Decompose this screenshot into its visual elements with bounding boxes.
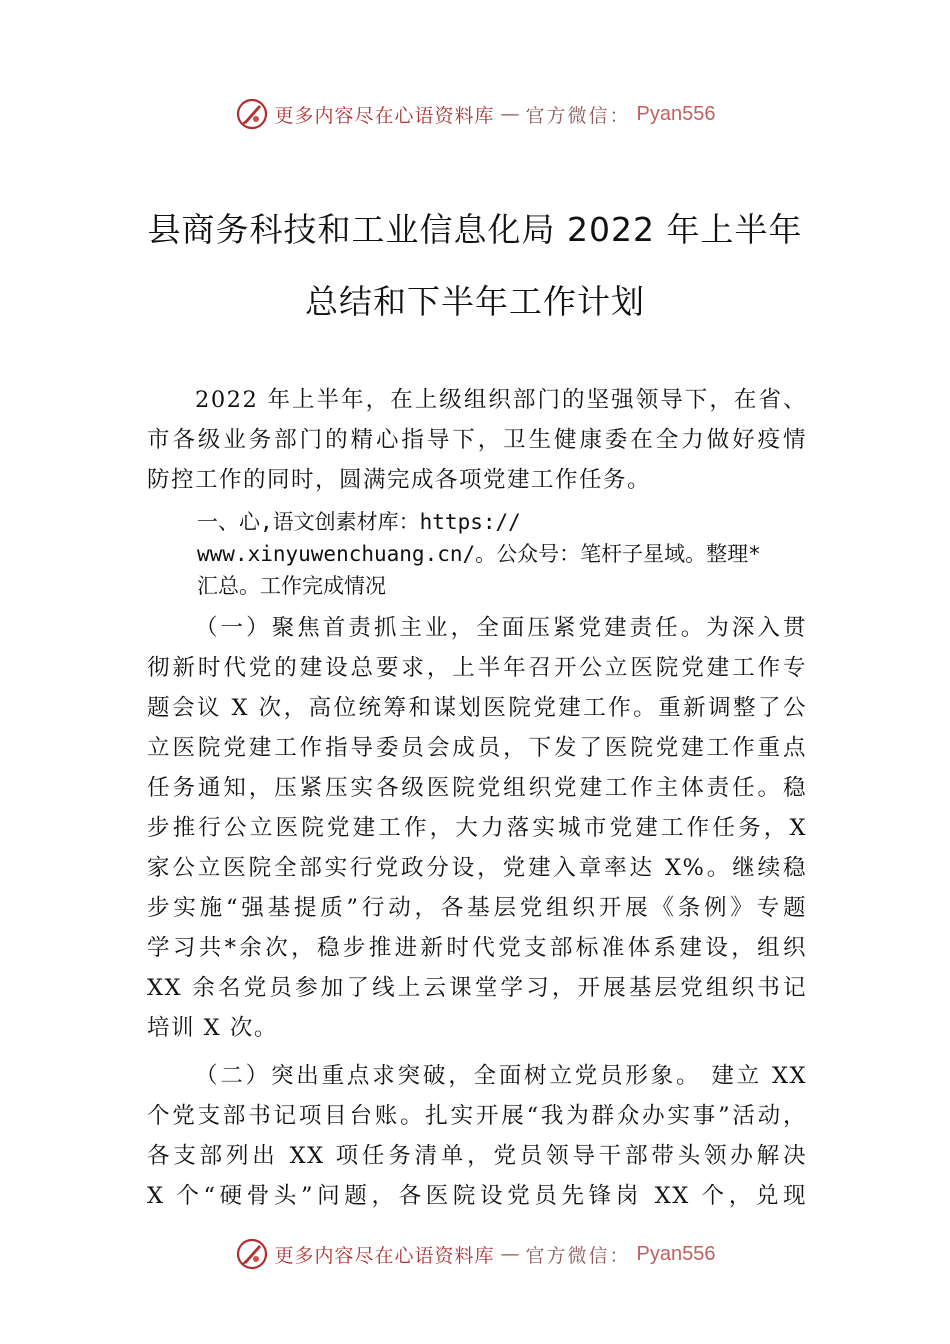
section-heading-line: 一、心,语文创素材库：https:// <box>197 510 521 534</box>
watermark-label: 官方微信： <box>525 1244 631 1267</box>
watermark-id: Pyan556 <box>636 102 716 125</box>
quill-logo-icon <box>235 1237 269 1271</box>
watermark-banner-bottom <box>0 1234 950 1274</box>
paragraph-1 <box>147 608 807 1048</box>
paragraph-line: （二）突出重点求突破，全面树立党员形象。 建立 XX <box>195 1063 807 1089</box>
watermark-text: 更多内容尽在心语资料库 <box>274 1244 495 1267</box>
paragraph-line: 家公立医院全部实行党政分设，党建入章率达 X%。继续稳 <box>147 855 807 881</box>
paragraph-line: 立医院党建工作指导委员会成员，下发了医院党建工作重点 <box>147 735 807 761</box>
paragraph-line: 2022 年上半年，在上级组织部门的坚强领导下，在省、 <box>195 387 807 413</box>
watermark-id: Pyan556 <box>636 1242 716 1265</box>
intro-paragraph <box>147 380 807 500</box>
watermark-separator: — <box>500 1243 520 1265</box>
paragraph-line: 步推行公立医院党建工作，大力落实城市党建工作任务，X <box>147 815 807 841</box>
watermark-banner-top <box>0 94 950 134</box>
paragraph-line: 学习共*余次，稳步推进新时代党支部标准体系建设，组织 <box>147 935 807 961</box>
paragraph-2 <box>147 1056 807 1216</box>
watermark-label: 官方微信： <box>525 104 631 127</box>
paragraph-line: 个党支部书记项目台账。扎实开展“我为群众办实事”活动， <box>147 1103 807 1129</box>
section-heading-line: www.xinyuwenchuang.cn/。公众号：笔杆子星域。整理* <box>197 542 761 566</box>
section-heading-1 <box>197 506 817 602</box>
watermark-text: 更多内容尽在心语资料库 <box>274 104 495 127</box>
paragraph-line: X 个“硬骨头”问题，各医院设党员先锋岗 XX 个，兑现 <box>147 1183 807 1209</box>
paragraph-line: 各支部列出 XX 项任务清单，党员领导干部带头领办解决 <box>147 1143 807 1169</box>
quill-logo-icon <box>235 97 269 131</box>
document-title-line-2: 总结和下半年工作计划 <box>305 282 645 321</box>
paragraph-line: 步实施“强基提质”行动，各基层党组织开展《条例》专题 <box>147 895 807 921</box>
paragraph-line: 市各级业务部门的精心指导下，卫生健康委在全力做好疫情 <box>147 427 807 453</box>
paragraph-line: 防控工作的同时，圆满完成各项党建工作任务。 <box>147 467 652 493</box>
section-heading-line: 汇总。工作完成情况 <box>197 574 386 598</box>
paragraph-line: 题会议 X 次，高位统筹和谋划医院党建工作。重新调整了公 <box>147 695 807 721</box>
watermark-separator: — <box>500 103 520 125</box>
paragraph-line: （一）聚焦首责抓主业，全面压紧党建责任。为深入贯 <box>195 615 807 641</box>
paragraph-line: 彻新时代党的建设总要求，上半年召开公立医院党建工作专 <box>147 655 807 681</box>
paragraph-line: 培训 X 次。 <box>147 1015 278 1041</box>
paragraph-line: 任务通知，压紧压实各级医院党组织党建工作主体责任。稳 <box>147 775 807 801</box>
document-title-line-1: 县商务科技和工业信息化局 2022 年上半年 <box>147 210 803 249</box>
paragraph-line: XX 余名党员参加了线上云课堂学习，开展基层党组织书记 <box>147 975 807 1001</box>
